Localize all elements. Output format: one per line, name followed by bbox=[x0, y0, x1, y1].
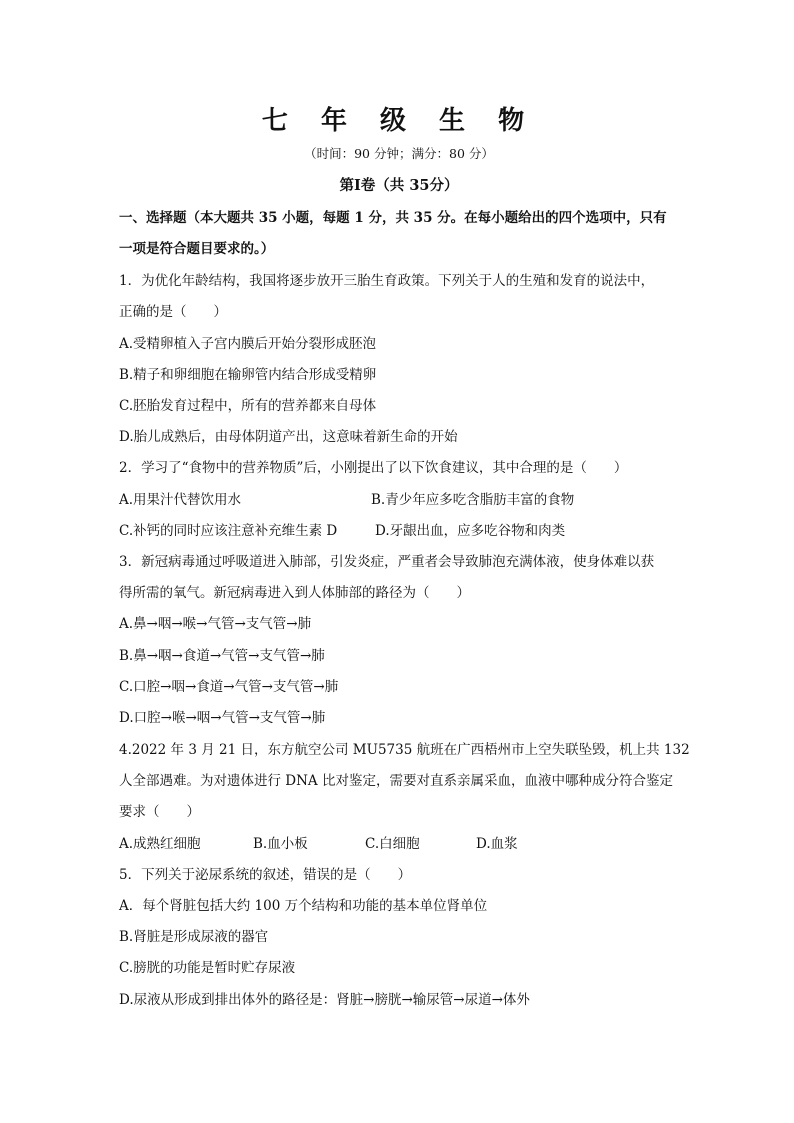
instructions-line-1: 一、选择题（本大题共 35 小题，每题 1 分，共 35 分。在每小题给出的四个选项中，只有 bbox=[119, 210, 667, 226]
instructions-line-2: 一项是符合题目要求的。） bbox=[119, 241, 275, 257]
q4-stem-line-2: 人全部遇难。为对遗体进行 DNA 比对鉴定，需要对直系亲属采血，血液中哪种成分符合鉴定 bbox=[119, 773, 673, 789]
q4-option-c: C.白细胞 bbox=[365, 836, 420, 852]
q3-option-c: C.口腔→咽→食道→气管→支气管→肺 bbox=[119, 679, 339, 695]
q1-stem-line-2: 正确的是（ ） bbox=[119, 304, 227, 320]
q2-stem: 2．学习了“食物中的营养物质”后，小刚提出了以下饮食建议，其中合理的是（ ） bbox=[119, 460, 628, 476]
q5-option-d: D.尿液从形成到排出体外的路径是：肾脏→膀胱→输尿管→尿道→体外 bbox=[119, 992, 530, 1008]
q2-option-a: A.用果汁代替饮用水 bbox=[119, 492, 242, 508]
q3-option-a: A.鼻→咽→喉→气管→支气管→肺 bbox=[119, 616, 312, 632]
q3-option-d: D.口腔→喉→咽→气管→支气管→肺 bbox=[119, 710, 326, 726]
q2-option-d: D.牙龈出血，应多吃谷物和肉类 bbox=[375, 523, 566, 539]
q4-stem-line-3: 要求（ ） bbox=[119, 804, 200, 820]
q1-stem-line-1: 1．为优化年龄结构，我国将逐步放开三胎生育政策。下列关于人的生殖和发育的说法中， bbox=[119, 273, 655, 289]
q3-stem-line-2: 得所需的氧气。新冠病毒进入到人体肺部的路径为（ ） bbox=[119, 585, 470, 601]
q3-option-b: B.鼻→咽→食道→气管→支气管→肺 bbox=[119, 648, 325, 664]
q1-option-a: A.受精卵植入子宫内膜后开始分裂形成胚泡 bbox=[119, 336, 377, 352]
q1-option-d: D.胎儿成熟后，由母体阴道产出，这意味着新生命的开始 bbox=[119, 429, 458, 445]
q3-stem-line-1: 3．新冠病毒通过呼吸道进入肺部，引发炎症，严重者会导致肺泡充满体液，使身体难以获 bbox=[119, 554, 655, 570]
q4-stem-line-1: 4.2022 年 3 月 21 日，东方航空公司 MU5735 航班在广西梧州市上空失联坠毁，机上共 132 bbox=[119, 742, 690, 758]
exam-time-score: （时间：90 分钟；满分：80 分） bbox=[304, 146, 494, 161]
q5-option-c: C.膀胱的功能是暂时贮存尿液 bbox=[119, 960, 296, 976]
q5-stem: 5．下列关于泌尿系统的叙述，错误的是（ ） bbox=[119, 867, 412, 883]
q5-option-a: A．每个肾脏包括大约 100 万个结构和功能的基本单位肾单位 bbox=[119, 898, 488, 914]
section-heading: 第Ⅰ卷（共 35分） bbox=[339, 177, 459, 194]
q2-option-b: B.青少年应多吃含脂肪丰富的食物 bbox=[371, 492, 575, 508]
exam-title: 七 年 级 生 物 bbox=[261, 106, 537, 136]
q4-option-a: A.成熟红细胞 bbox=[119, 836, 201, 852]
q1-option-c: C.胚胎发育过程中，所有的营养都来自母体 bbox=[119, 398, 377, 414]
q2-option-c: C.补钙的同时应该注意补充维生素 D bbox=[119, 523, 338, 539]
q5-option-b: B.肾脏是形成尿液的器官 bbox=[119, 929, 269, 945]
q4-option-b: B.血小板 bbox=[253, 836, 308, 852]
q4-option-d: D.血浆 bbox=[476, 836, 518, 852]
q1-option-b: B.精子和卵细胞在输卵管内结合形成受精卵 bbox=[119, 367, 377, 383]
